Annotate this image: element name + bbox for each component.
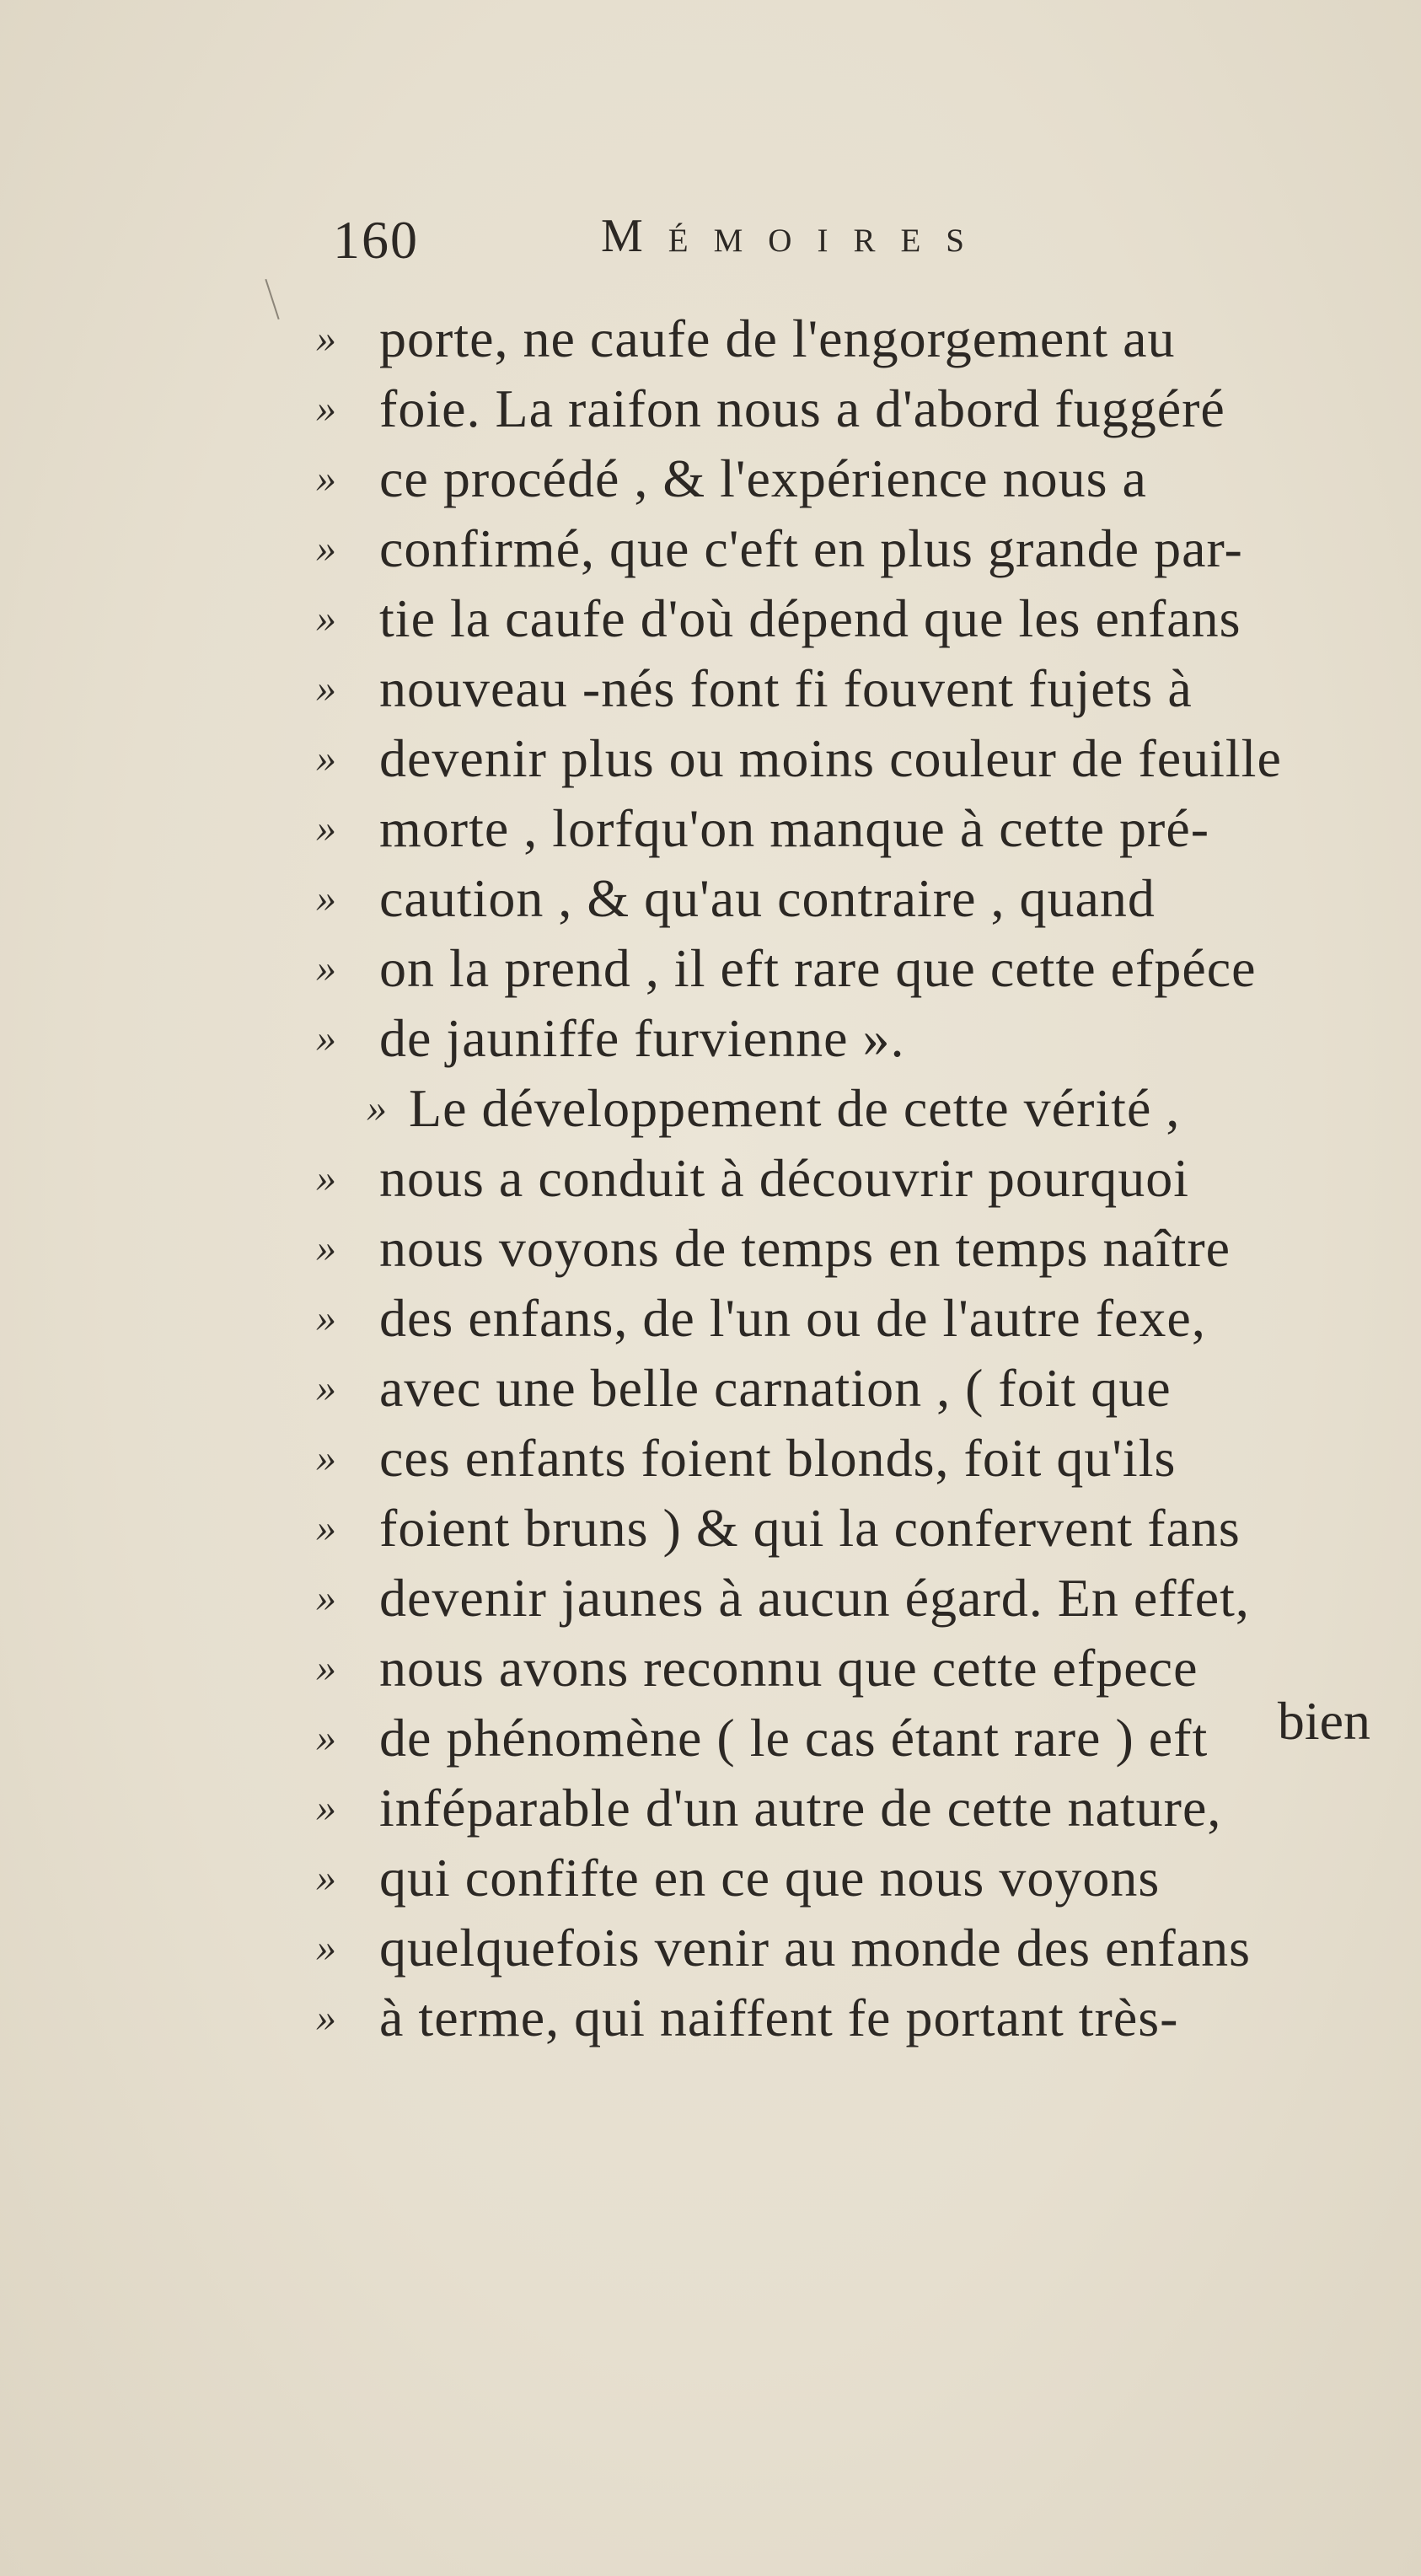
- text-line: [316, 1633, 1386, 1703]
- line-text: ces enfants foient blonds, foit qu'ils: [379, 1428, 1177, 1488]
- text-line: [316, 1983, 1386, 2053]
- line-text: devenir plus ou moins couleur de feuille: [379, 728, 1282, 788]
- quotation-mark: »: [316, 316, 337, 361]
- quotation-mark: »: [316, 1016, 337, 1060]
- quotation-mark: »: [316, 736, 337, 781]
- line-text: confirmé, que c'eft en plus grande par-: [379, 518, 1243, 578]
- line-text: à terme, qui naiffent fe portant très-: [379, 1988, 1179, 2047]
- text-line: [316, 1073, 1386, 1143]
- line-text: caution , & qu'au contraire , quand: [379, 868, 1156, 928]
- quotation-mark: »: [316, 806, 337, 851]
- text-line: [316, 793, 1386, 863]
- line-text: qui confifte en ce que nous voyons: [379, 1848, 1161, 1908]
- quotation-mark: »: [316, 1575, 337, 1620]
- text-line: [316, 583, 1386, 653]
- quotation-mark: »: [316, 1715, 337, 1760]
- text-line: [316, 1353, 1386, 1423]
- text-line: [316, 373, 1386, 443]
- line-text: nouveau -nés font fi fouvent fujets à: [379, 658, 1193, 718]
- quotation-mark: »: [316, 1995, 337, 2040]
- text-line: [316, 1423, 1386, 1493]
- text-line: [316, 1843, 1386, 1913]
- text-line: [316, 513, 1386, 583]
- text-line: [316, 1283, 1386, 1353]
- line-text: inféparable d'un autre de cette nature,: [379, 1778, 1222, 1838]
- quotation-mark: »: [316, 666, 337, 711]
- quotation-mark: »: [316, 946, 337, 990]
- line-text: de jauniffe furvienne ».: [379, 1008, 905, 1068]
- text-line: [316, 1773, 1386, 1843]
- quotation-mark: »: [316, 876, 337, 920]
- quotation-mark: »: [316, 456, 337, 501]
- text-line: [316, 443, 1386, 513]
- line-text: avec une belle carnation , ( foit que: [379, 1358, 1172, 1418]
- quotation-mark: »: [316, 526, 337, 571]
- text-line: [316, 1003, 1386, 1073]
- margin-mark: [265, 279, 279, 319]
- line-text: Le développement de cette vérité ,: [409, 1078, 1181, 1138]
- quotation-mark: »: [316, 386, 337, 431]
- text-line: [316, 863, 1386, 933]
- text-line: [316, 1143, 1386, 1213]
- page-header: [333, 209, 1176, 276]
- page-number: 160: [333, 210, 419, 270]
- line-text: des enfans, de l'un ou de l'autre fexe,: [379, 1288, 1206, 1348]
- line-text: ce procédé , & l'expérience nous a: [379, 448, 1147, 508]
- quotation-mark: »: [316, 596, 337, 641]
- line-text: morte , lorfqu'on manque à cette pré-: [379, 798, 1210, 858]
- quotation-mark: »: [367, 1086, 388, 1130]
- line-text: quelquefois venir au monde des enfans: [379, 1918, 1252, 1978]
- catchword: bien: [1277, 1691, 1370, 1751]
- running-title: Mémoires: [601, 210, 989, 262]
- text-line: [316, 1703, 1386, 1773]
- quotation-mark: »: [316, 1226, 337, 1270]
- quotation-mark: »: [316, 1785, 337, 1830]
- line-text: foie. La raifon nous a d'abord fuggéré: [379, 378, 1225, 438]
- text-line: [316, 723, 1386, 793]
- line-text: nous voyons de temps en temps naître: [379, 1218, 1231, 1278]
- text-line: [316, 1213, 1386, 1283]
- line-text: devenir jaunes à aucun égard. En effet,: [379, 1568, 1250, 1628]
- quotation-mark: »: [316, 1436, 337, 1480]
- text-line: [316, 1493, 1386, 1563]
- quotation-mark: »: [316, 1645, 337, 1690]
- line-text: on la prend , il eft rare que cette efpéce: [379, 938, 1257, 998]
- line-text: nous avons reconnu que cette efpece: [379, 1638, 1198, 1698]
- text-block: [316, 303, 1386, 2053]
- quotation-mark: »: [316, 1366, 337, 1410]
- text-line: [316, 303, 1386, 373]
- text-line: [316, 1563, 1386, 1633]
- line-text: tie la caufe d'où dépend que les enfans: [379, 588, 1241, 648]
- quotation-mark: »: [316, 1505, 337, 1550]
- quotation-mark: »: [316, 1156, 337, 1200]
- quotation-mark: »: [316, 1925, 337, 1970]
- text-line: [316, 1913, 1386, 1983]
- text-line: [316, 933, 1386, 1003]
- quotation-mark: »: [316, 1296, 337, 1340]
- line-text: nous a conduit à découvrir pourquoi: [379, 1148, 1189, 1208]
- line-text: foient bruns ) & qui la confervent fans: [379, 1498, 1241, 1558]
- quotation-mark: »: [316, 1855, 337, 1900]
- line-text: de phénomène ( le cas étant rare ) eft: [379, 1708, 1209, 1768]
- line-text: porte, ne caufe de l'engorgement au: [379, 309, 1176, 368]
- text-line: [316, 653, 1386, 723]
